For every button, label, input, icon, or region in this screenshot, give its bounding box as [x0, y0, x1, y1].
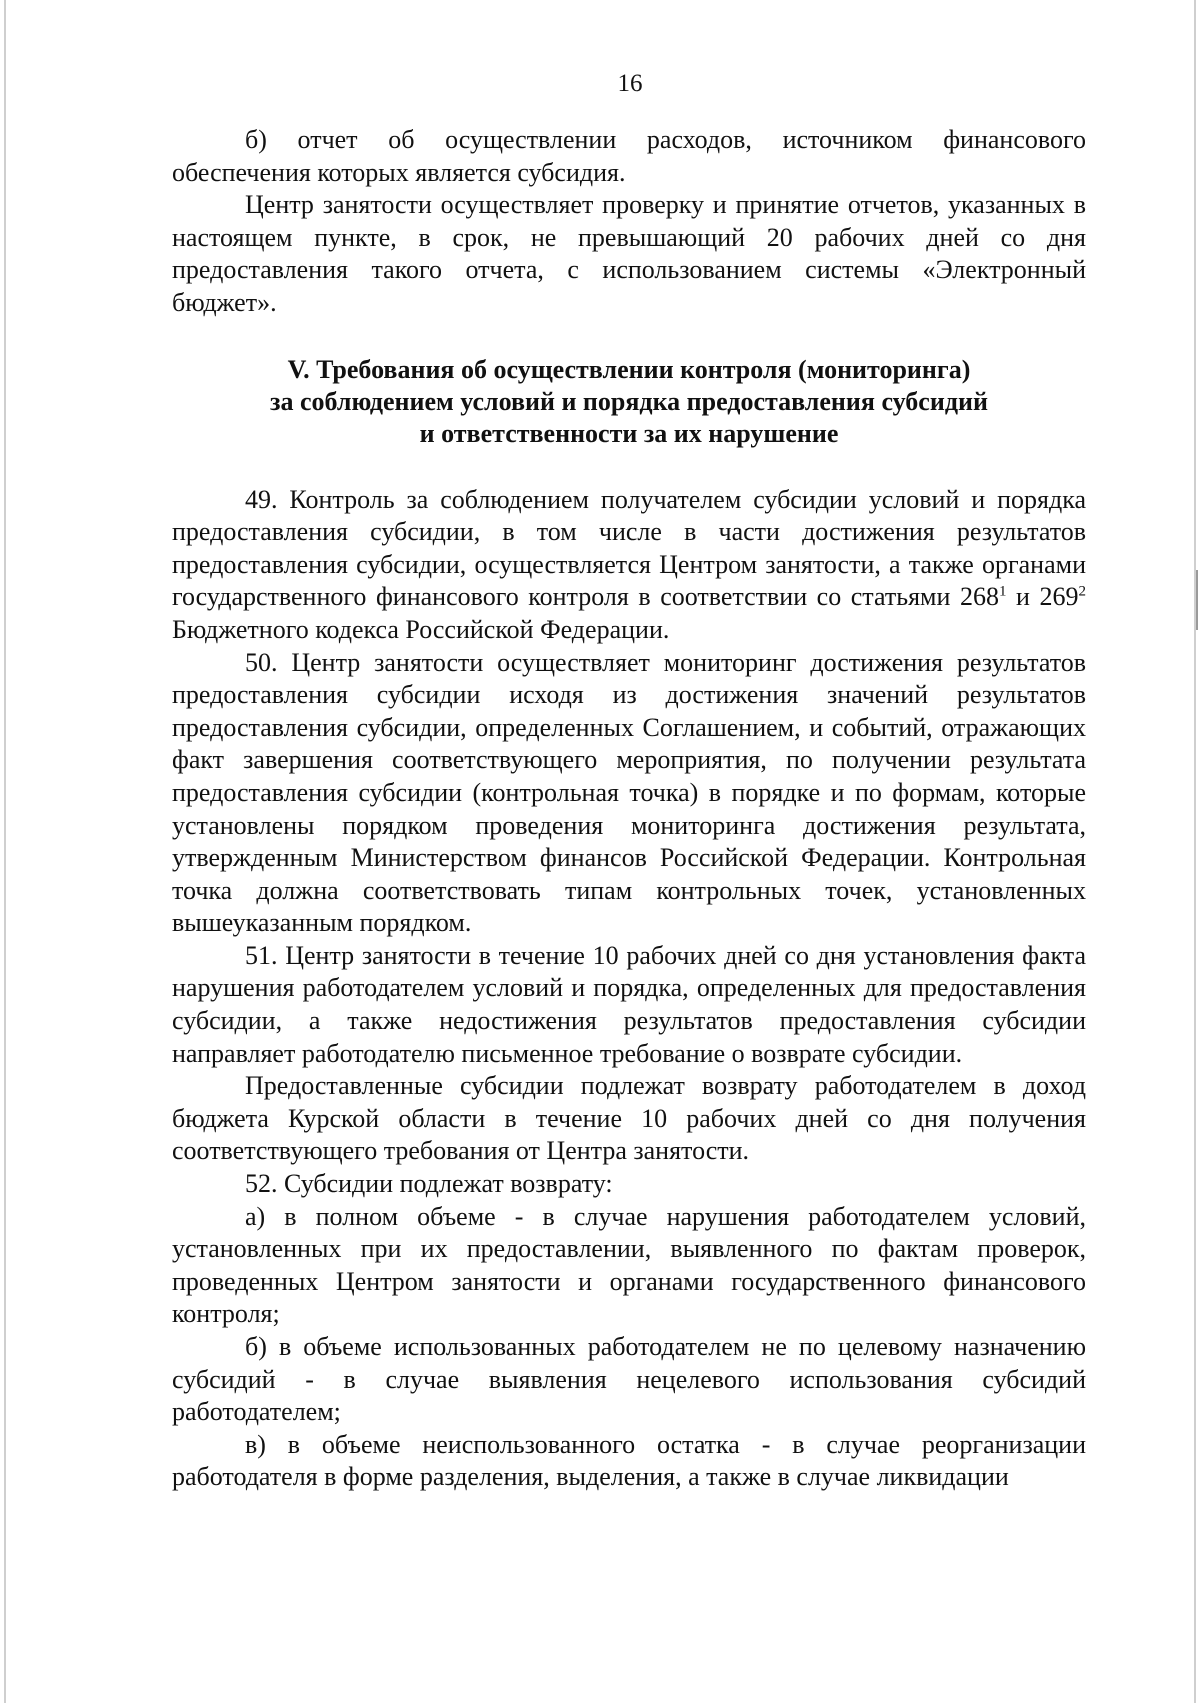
paragraph-49: [172, 484, 1086, 647]
scan-edge-mark: [1196, 570, 1198, 630]
footnote-superscript-1: 1: [998, 583, 1007, 600]
paragraph-49-text: 49. Контроль за соблюдением получателем субсидии условий и порядка предоставления субсидии, в том числе в части достижения результатов предоставления субсидии, осуществляется Центром занятости, а также органами государственного финансового контроля в соответствии со статьями 268: [172, 484, 1086, 612]
page-number: 16: [617, 70, 643, 97]
section-heading-line-2: за соблюдением условий и порядка предоставления субсидий: [270, 386, 988, 416]
paragraph-51: 51. Центр занятости в течение 10 рабочих дней со дня установления факта нарушения работодателем условий и порядка, определенных для предоставления субсидии, а также недостижения результатов предоставления субсидии направляет работодателю письменное требование о возврате субсидии.: [172, 940, 1086, 1068]
scan-edge-right: [1194, 0, 1196, 1703]
section-heading: [172, 354, 1086, 450]
paragraph-49-text-end: Бюджетного кодекса Российской Федерации.: [172, 614, 670, 644]
paragraph-52-v: в) в объеме неиспользованного остатка - в случае реорганизации работодателя в форме разделения, выделения, а также в случае ликвидации: [172, 1429, 1086, 1492]
section-heading-line-3: и ответственности за их нарушение: [419, 418, 839, 448]
paragraph-report-check: Центр занятости осуществляет проверку и принятие отчетов, указанных в настоящем пункте, в срок, не превышающий 20 рабочих дней со дня предоставления такого отчета, с использованием системы «Электронный бюджет».: [172, 190, 1086, 317]
paragraph-52: 52. Субсидии подлежат возврату:: [245, 1169, 613, 1199]
paragraph-52-b: б) в объеме использованных работодателем не по целевому назначению субсидий - в случае выявления нецелевого использования субсидий работодателем;: [172, 1332, 1086, 1427]
section-heading-line-1: V. Требования об осуществлении контроля (мониторинга): [287, 354, 971, 384]
document-body: [172, 124, 1086, 1494]
paragraph-return-term: Предоставленные субсидии подлежат возврату работодателем в доход бюджета Курской области в течение 10 рабочих дней со дня получения соответствующего требования от Центра занятости.: [172, 1071, 1086, 1166]
paragraph-52-a: а) в полном объеме - в случае нарушения работодателем условий, установленных при их предоставлении, выявленного по фактам проверок, проведенных Центром занятости и органами государственного финансового контроля;: [172, 1201, 1086, 1329]
scan-edge-left: [4, 0, 6, 1703]
footnote-superscript-2: 2: [1078, 583, 1087, 600]
paragraph-49-text-middle: и 269: [1006, 582, 1079, 612]
paragraph-report-b: б) отчет об осуществлении расходов, источником финансового обеспечения которых является субсидия.: [172, 125, 1086, 187]
paragraph-50: 50. Центр занятости осуществляет мониторинг достижения результатов предоставления субсидии исходя из достижения значений результатов предоставления субсидии, определенных Соглашением, и событий, отражающих факт завершения соответствующего мероприятия, по получении результата предоставления субсидии (контрольная точка) в порядке и по формам, которые установлены порядком проведения мониторинга достижения результата, утвержденным Министерством финансов Российской Федерации. Контрольная точка должна соответствовать типам контрольных точек, установленных вышеуказанным порядком.: [172, 647, 1086, 938]
